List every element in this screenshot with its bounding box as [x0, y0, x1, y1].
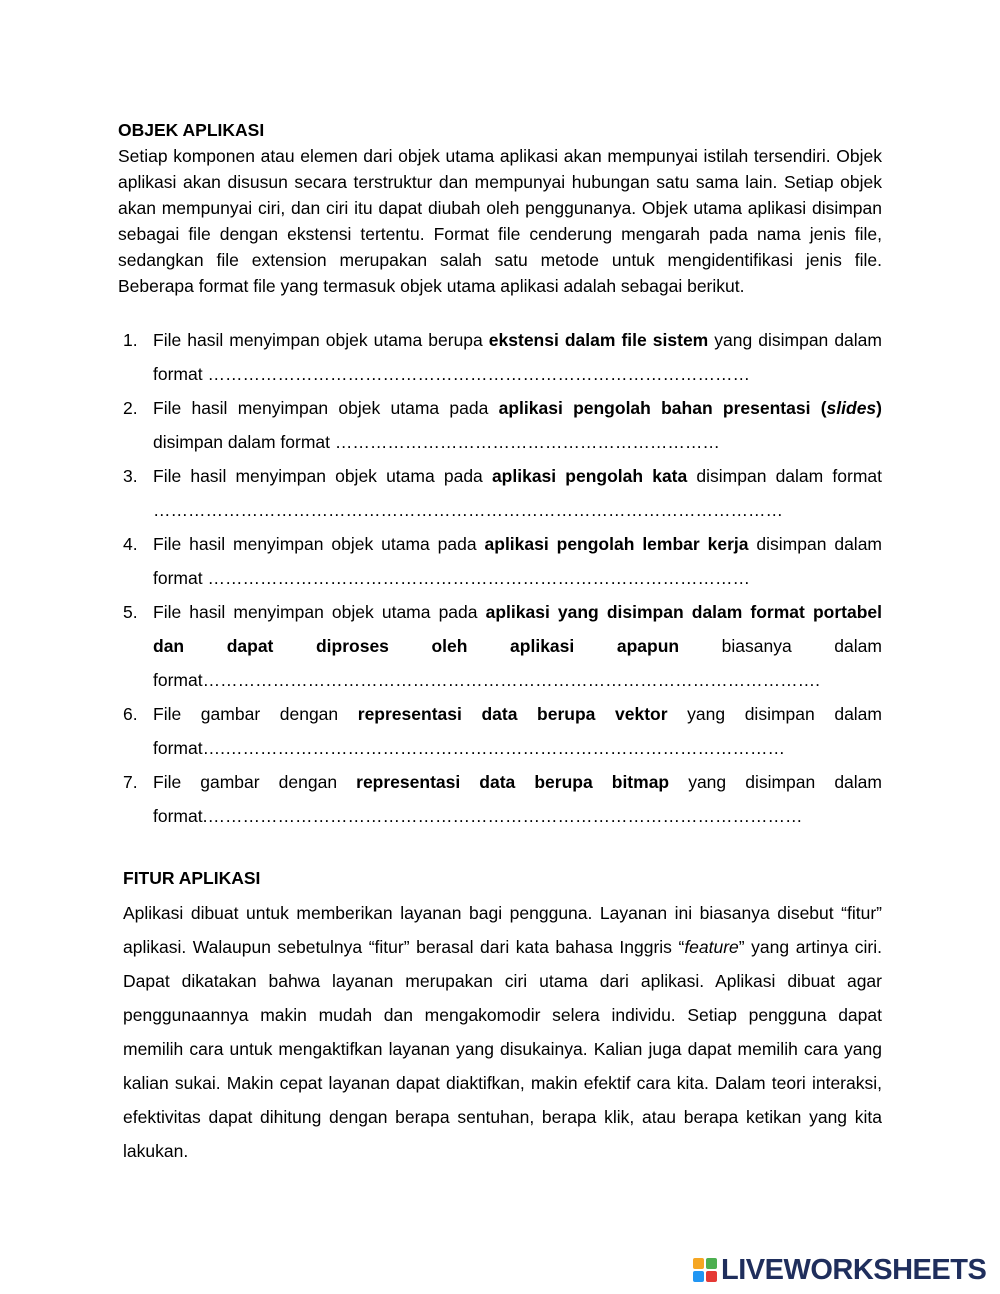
answer-blank[interactable]: biasanya dalam format……………………………………………………………………………………………. — [153, 636, 882, 690]
item-number: 1. — [123, 330, 138, 350]
liveworksheets-logo[interactable] — [693, 1255, 986, 1285]
list-item: 3. File hasil menyimpan objek utama pada aplikasi pengolah kata disimpan dalam format ……………………………………………………………………………………………… — [118, 459, 882, 527]
item-number: 2. — [123, 398, 138, 418]
answer-blank[interactable]: yang disimpan dalam format….…………………………………………………………………………………… — [153, 704, 882, 758]
intro-paragraph: Setiap komponen atau elemen dari objek utama aplikasi akan mempunyai istilah tersendiri. Objek aplikasi akan disusun secara terstruktur dan mempunyai hubungan satu sama lain. Setiap objek akan mempunyai ciri, dan ciri itu dapat diubah oleh penggunanya. Objek utama aplikasi disimpan sebagai file dengan ekstensi tertentu. Format file cenderung mengarah pada nama jenis file, sedangkan file extension merupakan salah satu metode untuk mengidentifikasi jenis file. Beberapa format file yang termasuk objek utama aplikasi adalah sebagai berikut. — [118, 146, 882, 296]
logo-square-icon — [706, 1271, 717, 1282]
answer-blank[interactable]: disimpan dalam format ………………………………………………………………………………… — [153, 534, 882, 588]
list-item: 2. File hasil menyimpan objek utama pada aplikasi pengolah bahan presentasi (slides) disimpan dalam format ………………………………………………………… — [118, 391, 882, 459]
logo-icon — [693, 1258, 717, 1282]
answer-blank[interactable]: disimpan dalam format ………………………………………………………… — [153, 432, 720, 452]
section-title-fitur-aplikasi: FITUR APLIKASI — [123, 868, 261, 888]
section-title-objek-aplikasi: OBJEK APLIKASI — [118, 120, 265, 140]
list-item: 1. File hasil menyimpan objek utama berupa ekstensi dalam file sistem yang disimpan dalam format ………………………………………………………………………………… — [118, 323, 882, 391]
logo-square-icon — [706, 1258, 717, 1269]
format-question-list — [118, 323, 882, 833]
item-number: 7. — [123, 772, 138, 792]
answer-blank[interactable]: yang disimpan dalam format.………………………………………………………………………………………… — [153, 772, 882, 826]
item-number: 3. — [123, 466, 138, 486]
item-number: 5. — [123, 602, 138, 622]
answer-blank[interactable]: disimpan dalam format ……………………………………………………………………………………………… — [153, 466, 882, 520]
logo-square-icon — [693, 1258, 704, 1269]
list-item: 4. File hasil menyimpan objek utama pada aplikasi pengolah lembar kerja disimpan dalam format ………………………………………………………………………………… — [118, 527, 882, 595]
fitur-paragraph: Aplikasi dibuat untuk memberikan layanan bagi pengguna. Layanan ini biasanya disebut “fitur” aplikasi. Walaupun sebetulnya “fitur” berasal dari kata bahasa Inggris “feature” yang artinya ciri. Dapat dikatakan bahwa layanan merupakan ciri utama dari aplikasi. Aplikasi dibuat agar penggunaannya makin mudah dan mengakomodir selera individu. Setiap pengguna dapat memilih cara untuk mengaktifkan layanan yang disukainya. Kalian juga dapat memilih cara yang kalian sukai. Makin cepat layanan dapat diaktifkan, makin efektif cara kita. Dalam teori interaksi, efektivitas dapat dihitung dengan berapa sentuhan, berapa klik, atau berapa ketikan yang kita lakukan. — [123, 903, 882, 1161]
item-number: 6. — [123, 704, 138, 724]
item-number: 4. — [123, 534, 138, 554]
answer-blank[interactable]: yang disimpan dalam format ………………………………………………………………………………… — [153, 330, 882, 384]
list-item: 7. File gambar dengan representasi data berupa bitmap yang disimpan dalam format.………………………………………………………………………………………… — [118, 765, 882, 833]
logo-text: LIVEWORKSHEETS — [721, 1253, 987, 1286]
logo-square-icon — [693, 1271, 704, 1282]
list-item: 5. File hasil menyimpan objek utama pada aplikasi yang disimpan dalam format portabel dan dapat diproses oleh aplikasi apapun biasanya dalam format……………………………………………………………………………………………. — [118, 595, 882, 697]
list-item: 6. File gambar dengan representasi data berupa vektor yang disimpan dalam format….…………………………………………………………………………………… — [118, 697, 882, 765]
